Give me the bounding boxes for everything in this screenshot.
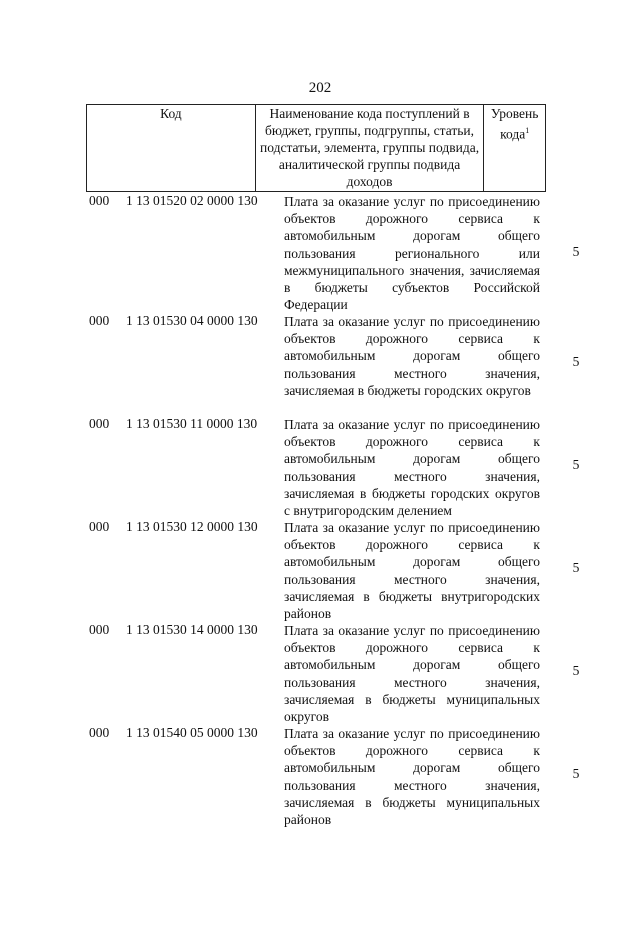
revenue-name: Плата за оказание услуг по присоединению объектов дорожного сервиса к автомобильным дорогам общего пользования регионального или межмуниципального значения, зачисляемая в бюджеты субъектов Российской Федерации <box>284 194 540 313</box>
revenue-code: 1 13 01520 02 0000 130 <box>126 193 258 208</box>
revenue-name: Плата за оказание услуг по присоединению объектов дорожного сервиса к автомобильным дорогам общего пользования местного значения, зачисляемая в бюджеты городских округов с внутригородским делением <box>284 417 540 519</box>
header-code: Код <box>87 105 256 192</box>
admin-code: 000 <box>89 416 110 431</box>
header-name: Наименование кода поступлений в бюджет, группы, подгруппы, статьи, подстатьи, элемента, группы подвида, аналитической группы подвида доходов <box>255 105 484 192</box>
revenue-name: Плата за оказание услуг по присоединению объектов дорожного сервиса к автомобильным дорогам общего пользования местного значения, зачисляемая в бюджеты внутригородских районов <box>284 520 540 622</box>
level-value: 5 <box>572 766 580 781</box>
footnote-marker: 1 <box>525 126 530 135</box>
admin-code: 000 <box>89 193 110 208</box>
revenue-code: 1 13 01530 14 0000 130 <box>126 622 258 637</box>
level-value: 5 <box>572 354 580 369</box>
level-value: 5 <box>572 560 580 575</box>
admin-code: 000 <box>89 725 110 740</box>
revenue-code: 1 13 01530 04 0000 130 <box>126 313 258 328</box>
header-level-label: Уровень кода <box>490 106 539 142</box>
revenue-code: 1 13 01530 11 0000 130 <box>126 416 258 431</box>
header-level <box>484 105 546 192</box>
level-value: 5 <box>572 244 580 259</box>
admin-code: 000 <box>89 622 110 637</box>
revenue-code: 1 13 01530 12 0000 130 <box>126 519 258 534</box>
admin-code: 000 <box>89 313 110 328</box>
revenue-name: Плата за оказание услуг по присоединению объектов дорожного сервиса к автомобильным дорогам общего пользования местного значения, зачисляемая в бюджеты муниципальных районов <box>284 726 540 828</box>
table-header <box>86 104 546 192</box>
page-number: 202 <box>308 80 332 96</box>
revenue-name: Плата за оказание услуг по присоединению объектов дорожного сервиса к автомобильным дорогам общего пользования местного значения, зачисляемая в бюджеты городских округов <box>284 314 540 398</box>
revenue-name: Плата за оказание услуг по присоединению объектов дорожного сервиса к автомобильным дорогам общего пользования местного значения, зачисляемая в бюджеты муниципальных округов <box>284 623 540 725</box>
level-value: 5 <box>572 457 580 472</box>
revenue-code: 1 13 01540 05 0000 130 <box>126 725 258 740</box>
admin-code: 000 <box>89 519 110 534</box>
level-value: 5 <box>572 663 580 678</box>
